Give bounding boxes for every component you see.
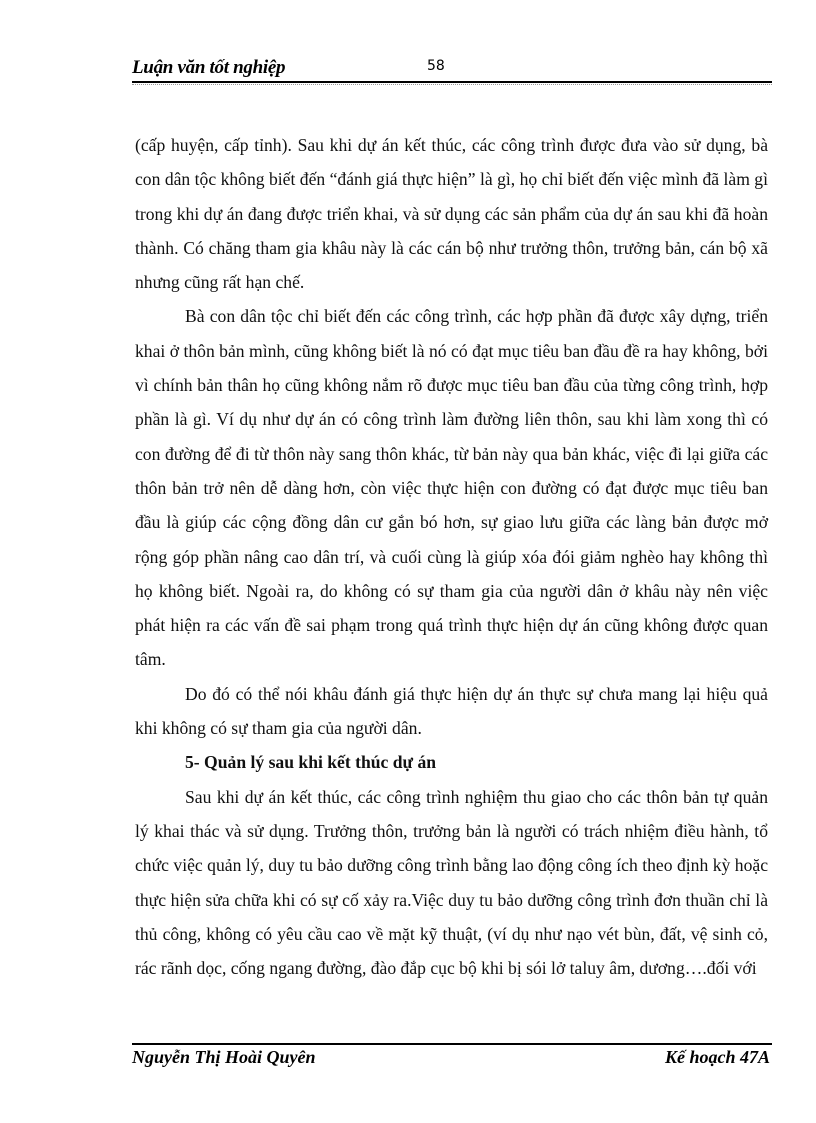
paragraph-continuation: (cấp huyện, cấp tỉnh). Sau khi dự án kết thúc, các công trình được đưa vào sử dụng, bà con dân tộc không biết đến “đánh giá thực hiện” là gì, họ chỉ biết đến việc mình đã làm gì trong khi dự án đang được triển khai, và sử dụng các sản phẩm của dự án sau khi đã hoàn thành. Có chăng tham gia khâu này là các cán bộ như trưởng thôn, trưởng bản, cán bộ xã nhưng cũng rất hạn chế.	[135, 135, 768, 293]
header-rule-dotted	[132, 84, 772, 85]
paragraph: Sau khi dự án kết thúc, các công trình nghiệm thu giao cho các thôn bản tự quản lý khai thác và sử dụng. Trưởng thôn, trưởng bản là người có trách nhiệm điều hành, tổ chức việc quản lý, duy tu bảo dưỡng công trình bằng lao động công ích theo định kỳ hoặc thực hiện sửa chữa khi có sự cố xảy ra.Việc duy tu bảo dưỡng công trình đơn thuần chỉ là thủ công, không có yêu cầu cao về mặt kỹ thuật, (ví dụ như nạo vét bùn, đất, vệ sinh cỏ, rác rãnh dọc, cống ngang đường, đào đắp cục bộ khi bị sói lở taluy âm, dương….đối với	[135, 786, 768, 979]
header-title: Luận văn tốt nghiệp	[132, 57, 286, 78]
page-body	[135, 128, 768, 985]
paragraph: Bà con dân tộc chỉ biết đến các công trình, các hợp phần đã được xây dựng, triển khai ở thôn bản mình, cũng không biết là nó có đạt mục tiêu ban đầu đề ra hay không, bởi vì chính bản thân họ cũng không nắm rõ được mục tiêu ban đầu của từng công trình, hợp phần là gì. Ví dụ như dự án có công trình làm đường liên thôn, sau khi làm xong thì có con đường để đi từ thôn này sang thôn khác, từ bản này qua bản khác, việc đi lại giữa các thôn bản trở nên dễ dàng hơn, còn việc thực hiện con đường có đạt được mục tiêu ban đầu là giúp các cộng đồng dân cư gắn bó hơn, sự giao lưu giữa các làng bản được mở rộng góp phần nâng cao dân trí, và cuối cùng là giúp xóa đói giảm nghèo hay không thì họ không biết. Ngoài ra, do không có sự tham gia của người dân ở khâu này nên việc phát hiện ra các vấn đề sai phạm trong quá trình thực hiện dự án cũng không được quan tâm.	[135, 306, 768, 670]
footer-author: Nguyễn Thị Hoài Quyên	[132, 1047, 316, 1067]
footer-rule	[132, 1043, 772, 1045]
page-number: 58	[427, 58, 445, 74]
section-heading: 5- Quản lý sau khi kết thúc dự án	[185, 752, 437, 773]
page-header	[132, 55, 772, 81]
paragraph: Do đó có thể nói khâu đánh giá thực hiện dự án thực sự chưa mang lại hiệu quả khi không có sự tham gia của người dân.	[135, 683, 768, 739]
footer-class: Kế hoạch 47A	[664, 1047, 770, 1067]
header-rule	[132, 81, 772, 83]
